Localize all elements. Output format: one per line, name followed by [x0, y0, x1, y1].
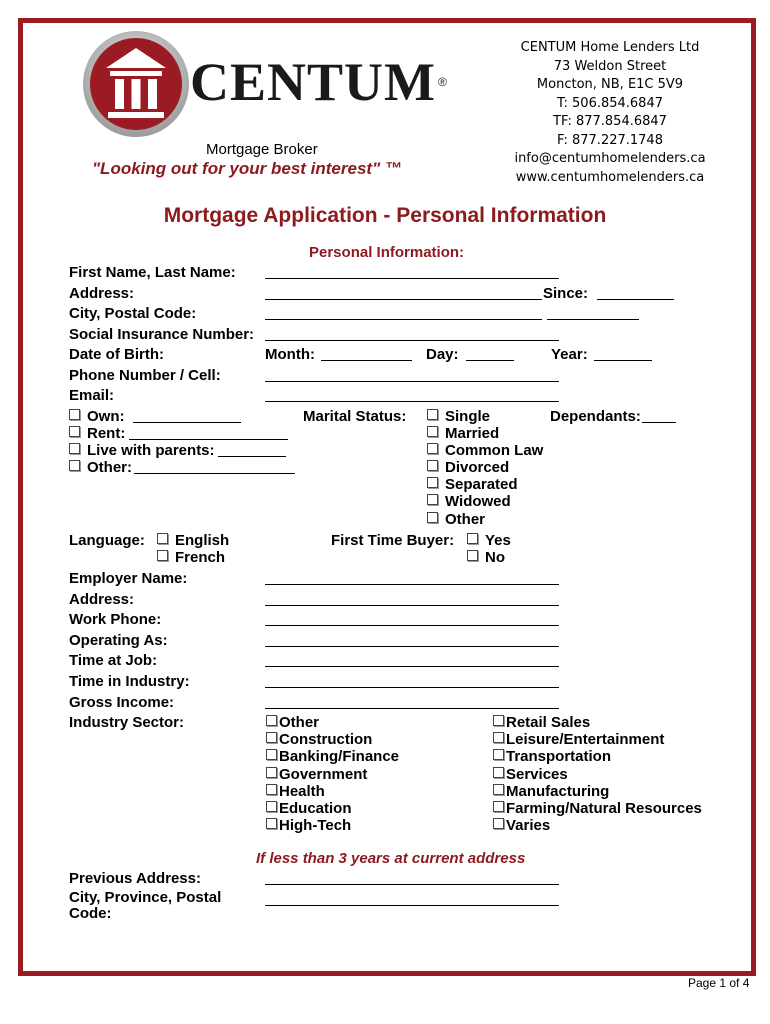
work-phone-label: Work Phone: [69, 611, 162, 628]
ftb-yes[interactable]: Yes [467, 532, 511, 549]
checkbox-icon[interactable] [493, 749, 504, 760]
day-label: Day: [426, 346, 459, 363]
checkbox-icon[interactable] [157, 550, 168, 561]
employer-name-field[interactable] [265, 584, 559, 585]
rent-field[interactable] [129, 439, 288, 440]
work-phone-field[interactable] [265, 625, 559, 626]
since-field[interactable] [597, 299, 674, 300]
checkbox-icon[interactable] [266, 732, 277, 743]
other-residence-checkbox[interactable] [69, 460, 80, 471]
dependants-field[interactable] [642, 422, 676, 423]
checkbox-icon[interactable] [266, 715, 277, 726]
previous-address-note: If less than 3 years at current address [256, 850, 526, 867]
month-field[interactable] [321, 360, 412, 361]
sector-varies[interactable]: Varies [493, 817, 702, 834]
checkbox-icon[interactable] [493, 732, 504, 743]
language-options [157, 532, 229, 566]
own-option[interactable]: Own: [69, 408, 125, 425]
sector-services[interactable]: Services [493, 766, 702, 783]
company-name: CENTUM Home Lenders Ltd [520, 40, 700, 55]
email-link[interactable]: info@centumhomelenders.ca [514, 151, 706, 166]
toll-free: TF: 877.854.6847 [553, 114, 667, 129]
marital-widowed[interactable]: Widowed [427, 493, 543, 510]
dependants-label: Dependants: [550, 408, 641, 425]
time-in-industry-label: Time in Industry: [69, 673, 190, 690]
live-with-parents-option[interactable]: Live with parents: [69, 442, 215, 459]
checkbox-icon[interactable] [157, 533, 168, 544]
gross-income-field[interactable] [265, 708, 559, 709]
ftb-no[interactable]: No [467, 549, 511, 566]
since-label: Since: [543, 285, 589, 302]
year-label: Year: [551, 346, 588, 363]
other-residence-field[interactable] [134, 473, 295, 474]
sector-leisure-entertainment[interactable]: Leisure/Entertainment [493, 731, 702, 748]
language-french[interactable]: French [157, 549, 229, 566]
day-field[interactable] [466, 360, 514, 361]
checkbox-icon[interactable] [467, 550, 478, 561]
address-field[interactable] [265, 299, 542, 300]
marital-divorced[interactable]: Divorced [427, 459, 543, 476]
checkbox-icon[interactable] [493, 767, 504, 778]
centum-logo [82, 30, 190, 138]
address-label: Address: [69, 285, 135, 302]
checkbox-icon[interactable] [266, 784, 277, 795]
language-label: Language: [69, 532, 145, 549]
sector-construction[interactable]: Construction [266, 731, 399, 748]
page-number: Page 1 of 4 [688, 976, 750, 990]
operating-as-label: Operating As: [69, 632, 168, 649]
dob-label: Date of Birth: [69, 346, 164, 363]
previous-address-label: Previous Address: [69, 870, 201, 887]
city-address: Moncton, NB, E1C 5V9 [536, 77, 684, 92]
checkbox-icon[interactable] [427, 426, 438, 437]
checkbox-icon[interactable] [493, 715, 504, 726]
contact-block [490, 39, 730, 187]
tagline: "Looking out for your best interest" ™ [92, 159, 402, 178]
marital-other[interactable]: Other [427, 511, 543, 528]
year-field[interactable] [594, 360, 652, 361]
city-field[interactable] [265, 319, 542, 320]
rent-checkbox[interactable] [69, 426, 80, 437]
sin-field[interactable] [265, 340, 559, 341]
employer-name-label: Employer Name: [69, 570, 188, 587]
sector-transportation[interactable]: Transportation [493, 748, 702, 765]
live-with-parents-field[interactable] [218, 456, 286, 457]
own-field[interactable] [133, 422, 241, 423]
brand-name: CENTUM ® [190, 52, 448, 112]
marital-single[interactable]: Single [427, 408, 543, 425]
checkbox-icon[interactable] [266, 767, 277, 778]
phone-field[interactable] [265, 381, 559, 382]
checkbox-icon[interactable] [266, 818, 277, 829]
own-checkbox[interactable] [69, 409, 80, 420]
first-name-label: First Name, Last Name: [69, 264, 236, 281]
sector-banking-finance[interactable]: Banking/Finance [266, 748, 399, 765]
checkbox-icon[interactable] [427, 512, 438, 523]
other-residence-option[interactable]: Other: [69, 459, 132, 476]
email-field[interactable] [265, 401, 559, 402]
sector-manufacturing[interactable]: Manufacturing [493, 783, 702, 800]
marital-common-law[interactable]: Common Law [427, 442, 543, 459]
first-name-field[interactable] [265, 278, 559, 279]
checkbox-icon[interactable] [427, 460, 438, 471]
live-with-parents-checkbox[interactable] [69, 443, 80, 454]
sector-column-2 [493, 714, 702, 834]
city-postal-label: City, Postal Code: [69, 305, 197, 322]
phone-label: Phone Number / Cell: [69, 367, 221, 384]
subtitle: Mortgage Broker [206, 141, 318, 158]
city-province-postal-field[interactable] [265, 905, 559, 906]
marital-separated[interactable]: Separated [427, 476, 543, 493]
sector-education[interactable]: Education [266, 800, 399, 817]
ftb-options [467, 532, 511, 566]
first-time-buyer-label: First Time Buyer: [331, 532, 455, 549]
checkbox-icon[interactable] [467, 533, 478, 544]
checkbox-icon[interactable] [427, 409, 438, 420]
previous-address-field[interactable] [265, 884, 559, 885]
city-province-postal-label: City, Province, Postal Code: [69, 889, 222, 922]
street-address: 73 Weldon Street [553, 58, 667, 74]
marital-status-label: Marital Status: [303, 408, 407, 425]
sector-health[interactable]: Health [266, 783, 399, 800]
checkbox-icon[interactable] [266, 749, 277, 760]
checkbox-icon[interactable] [493, 801, 504, 812]
marital-options [427, 408, 543, 528]
checkbox-icon[interactable] [427, 443, 438, 454]
time-at-job-field[interactable] [265, 666, 559, 667]
time-in-industry-field[interactable] [265, 687, 559, 688]
phone: T: 506.854.6847 [557, 95, 663, 111]
fax: F: 877.227.1748 [557, 132, 663, 148]
language-english[interactable]: English [157, 532, 229, 549]
checkbox-icon[interactable] [493, 784, 504, 795]
sector-other[interactable]: Other [266, 714, 399, 731]
industry-sector-label: Industry Sector: [69, 714, 185, 731]
rent-option[interactable]: Rent: [69, 425, 125, 442]
page-title: Mortgage Application - Personal Information [163, 204, 607, 227]
sin-label: Social Insurance Number: [69, 326, 255, 343]
employer-address-field[interactable] [265, 605, 559, 606]
registered-mark: ® [438, 75, 448, 89]
checkbox-icon[interactable] [493, 818, 504, 829]
website-link[interactable]: www.centumhomelenders.ca [515, 169, 705, 185]
gross-income-label: Gross Income: [69, 694, 175, 711]
marital-married[interactable]: Married [427, 425, 543, 442]
employer-address-label: Address: [69, 591, 135, 608]
sector-column-1 [266, 714, 399, 834]
sector-government[interactable]: Government [266, 766, 399, 783]
postal-code-field[interactable] [547, 319, 639, 320]
checkbox-icon[interactable] [266, 801, 277, 812]
sector-retail-sales[interactable]: Retail Sales [493, 714, 702, 731]
operating-as-field[interactable] [265, 646, 559, 647]
checkbox-icon[interactable] [427, 477, 438, 488]
sector-farming-natural-resources[interactable]: Farming/Natural Resources [493, 800, 702, 817]
time-at-job-label: Time at Job: [69, 652, 158, 669]
month-label: Month: [265, 346, 315, 363]
checkbox-icon[interactable] [427, 494, 438, 505]
section-heading: Personal Information: [309, 244, 465, 261]
sector-high-tech[interactable]: High-Tech [266, 817, 399, 834]
email-label: Email: [69, 387, 115, 404]
